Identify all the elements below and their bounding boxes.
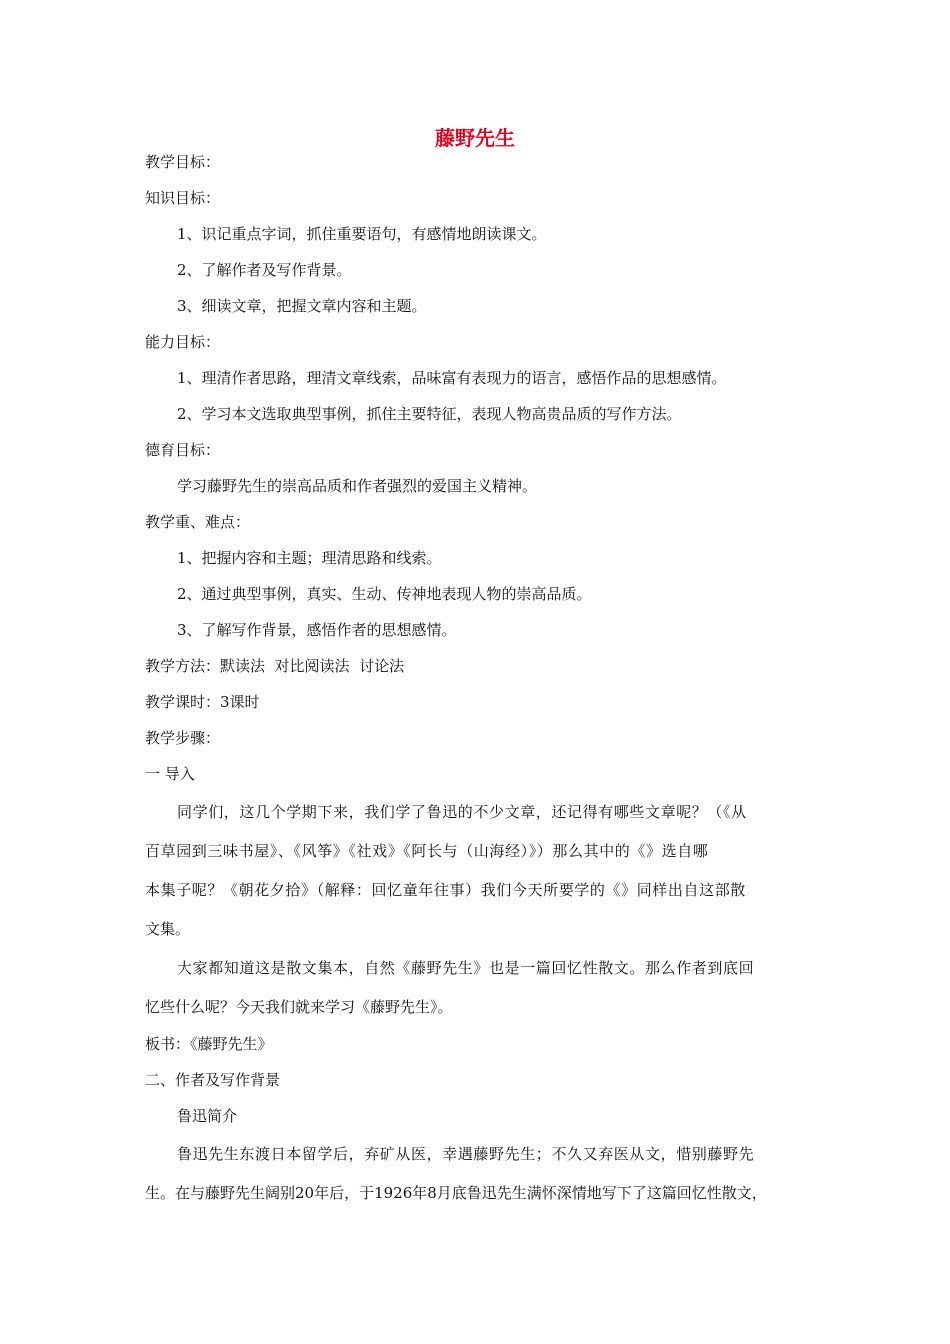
paragraph-line: 生。在与藤野先生阔别20年后，于1926年8月底鲁迅先生满怀深情地写下了这篇回忆性散文， xyxy=(145,1184,767,1202)
list-item: 2、通过典型事例，真实、生动、传神地表现人物的崇高品质。 xyxy=(177,585,592,603)
paragraph: 学习藤野先生的崇高品质和作者强烈的爱国主义精神。 xyxy=(177,477,538,495)
paragraph-line: 忆些什么呢？今天我们就来学习《藤野先生》。 xyxy=(145,998,453,1016)
paragraph-line: 大家都知道这是散文集本，自然《藤野先生》也是一篇回忆性散文。那么作者到底回 xyxy=(177,959,755,977)
blackboard-note: 板书：《藤野先生》 xyxy=(145,1035,273,1053)
section-heading-author: 二、作者及写作背景 xyxy=(145,1071,281,1089)
teaching-hours: 教学课时：3课时 xyxy=(145,693,260,711)
document-title: 藤野先生 xyxy=(435,126,515,150)
heading-key-points: 教学重、难点： xyxy=(145,513,251,531)
paragraph-line: 同学们，这几个学期下来，我们学了鲁迅的不少文章，还记得有哪些文章呢？（《从 xyxy=(177,803,747,821)
paragraph-line: 文集。 xyxy=(145,920,191,938)
paragraph-line: 本集子呢？《朝花夕拾》（解释：回忆童年往事）我们今天所要学的《》同样出自这部散 xyxy=(145,881,746,899)
heading-teaching-steps: 教学步骤： xyxy=(145,729,221,747)
subheading-luxun-intro: 鲁迅简介 xyxy=(177,1107,238,1125)
list-item: 3、了解写作背景，感悟作者的思想感情。 xyxy=(177,621,457,639)
paragraph-line: 百草园到三味书屋》、《风筝》《社戏》《阿长与（山海经）》）那么其中的《》选自哪 xyxy=(145,842,709,860)
list-item: 1、把握内容和主题；理清思路和线索。 xyxy=(177,549,442,567)
heading-teaching-goals: 教学目标： xyxy=(145,153,221,171)
list-item: 2、了解作者及写作背景。 xyxy=(177,261,352,279)
list-item: 2、学习本文选取典型事例，抓住主要特征，表现人物高贵品质的写作方法。 xyxy=(177,405,682,423)
section-heading-intro: 一 导入 xyxy=(145,765,195,783)
list-item: 1、识记重点字词，抓住重要语句，有感情地朗读课文。 xyxy=(177,225,547,243)
list-item: 3、细读文章，把握文章内容和主题。 xyxy=(177,297,427,315)
teaching-methods: 教学方法：默读法 对比阅读法 讨论法 xyxy=(145,657,405,675)
paragraph-line: 鲁迅先生东渡日本留学后，弃矿从医，幸遇藤野先生；不久又弃医从文，惜别藤野先 xyxy=(177,1145,755,1163)
list-item: 1、理清作者思路，理清文章线索，品味富有表现力的语言，感悟作品的思想感情。 xyxy=(177,369,727,387)
heading-moral-goals: 德育目标： xyxy=(145,441,221,459)
heading-knowledge-goals: 知识目标： xyxy=(145,189,221,207)
heading-ability-goals: 能力目标： xyxy=(145,333,221,351)
